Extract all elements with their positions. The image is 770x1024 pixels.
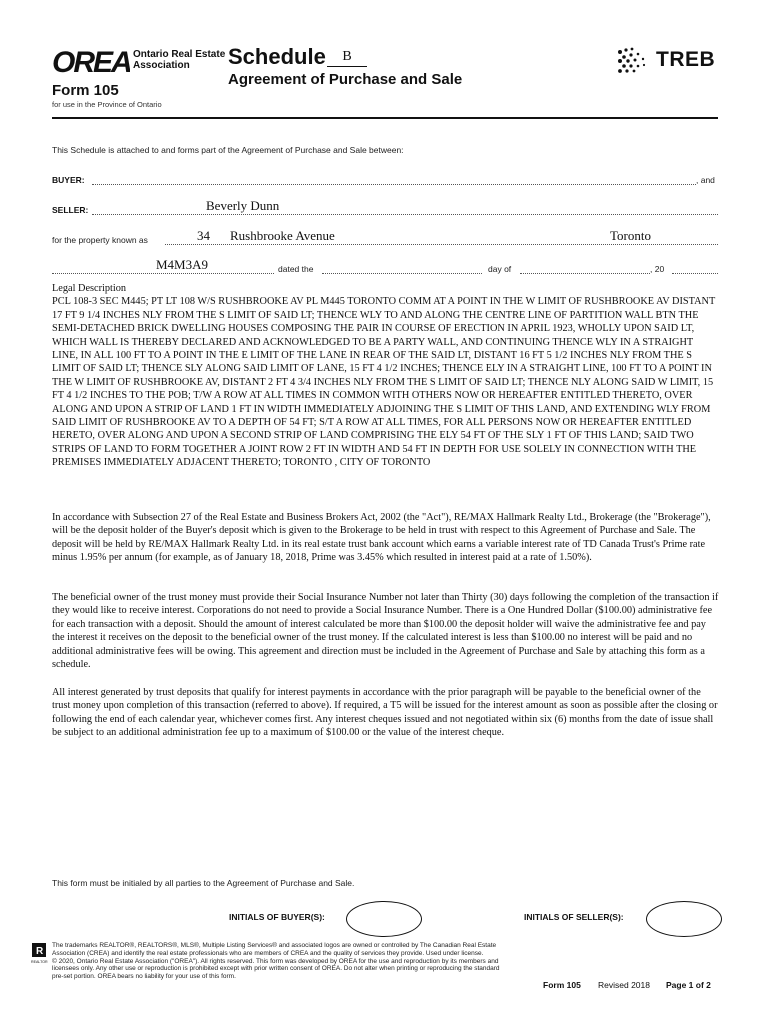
postal-code-field[interactable]	[52, 273, 274, 274]
initial-note: This form must be initialed by all parties to the Agreement of Purchase and Sale.	[52, 878, 355, 888]
seller-initials-box[interactable]	[646, 901, 722, 937]
trademark-notice	[52, 942, 502, 981]
intro-text: This Schedule is attached to and forms part of the Agreement of Purchase and Sale between:	[52, 145, 404, 155]
month-field[interactable]	[520, 273, 650, 274]
form-subtitle: for use in the Province of Ontario	[52, 100, 162, 109]
org-name-line2: Association	[133, 60, 190, 71]
postal-code-value: M4M3A9	[156, 257, 209, 272]
year-field[interactable]	[672, 273, 718, 274]
street-name: Rushbrooke Avenue	[230, 228, 335, 243]
seller-field[interactable]	[92, 214, 718, 215]
seller-value: Beverly Dunn	[206, 198, 280, 213]
legal-description	[52, 282, 720, 470]
buyer-suffix: , and	[696, 175, 715, 185]
footer-revised: Revised 2018	[598, 980, 650, 990]
treb-logo-text: TREB	[656, 48, 716, 71]
header-divider	[52, 117, 718, 119]
buyer-label: BUYER:	[52, 175, 85, 185]
orea-logo-text: OREA	[52, 46, 130, 78]
seller-initials-label: INITIALS OF SELLER(S):	[524, 912, 624, 922]
org-name-line1: Ontario Real Estate	[133, 49, 226, 60]
deposit-paragraph: In accordance with Subsection 27 of the Real Estate and Business Brokers Act, 2002 (the "Act"), RE/MAX Hallmark Realty Ltd., Brokerage (the "Brokerage"), will be the deposit holder of the Buyer's deposit which is given to the Brokerage to be held in trust with respect to this Agreement of Purchase and Sale. The deposit will be held by RE/MAX Hallmark Realty Ltd. in its real estate trust bank account which earns a variable interest rate of TD Canada Trust's Prime rate minus 1.95% per annum (for example, as of January 18, 2018, Prime was 3.45% which resulted in interest paid at a rate of 1.50%).	[52, 512, 711, 564]
realtor-logo	[31, 942, 49, 964]
svg-text:R: R	[36, 946, 44, 957]
buyer-field[interactable]	[92, 184, 696, 185]
city-value: Toronto	[610, 228, 651, 243]
seller-label: SELLER:	[52, 205, 89, 215]
dated-field[interactable]	[322, 273, 482, 274]
trademark-text: The trademarks REALTOR®, REALTORS®, MLS®, Multiple Listing Services® and associated logos are owned or controlled by The Canadian Real Estate Association (CREA) and identify the real estate professionals who are members of CREA and the quality of services they provide. Used under license.	[52, 942, 497, 957]
footer-form-number: Form 105	[543, 980, 581, 990]
day-label: day of	[488, 264, 512, 274]
form-number: Form 105	[52, 82, 119, 99]
buyer-initials-label: INITIALS OF BUYER(S):	[229, 912, 325, 922]
treb-dots-icon	[616, 46, 652, 74]
year-label: , 20	[650, 264, 665, 274]
svg-text:REALTOR: REALTOR	[31, 960, 48, 964]
schedule-letter-field[interactable]: B	[327, 48, 367, 67]
legal-heading: Legal Description	[52, 283, 127, 294]
org-name	[133, 49, 225, 71]
orea-logo	[52, 44, 130, 78]
agreement-title: Agreement of Purchase and Sale	[228, 71, 463, 88]
property-field[interactable]	[165, 244, 718, 245]
footer-page-number: Page 1 of 2	[666, 980, 711, 990]
property-label: for the property known as	[52, 235, 148, 245]
legal-text: PCL 108-3 SEC M445; PT LT 108 W/S RUSHBROOKE AV PL M445 TORONTO COMM AT A POINT IN THE W LIMIT OF RUSHBROOKE AV DISTANT 17 FT 9 1/4 INCHES NLY FROM THE S LIMIT OF SAID LT; THENCE WLY TO AND ALONG THE CENTRE LINE OF PARTITION WALL BTN THE SEMI-DETACHED BRICK DWELLING HOUSES COMPOSING THE PAIR IN COURSE OF ERECTION IN APRIL 1923, WHOLLY UPON SAID LT, WHICH WALL IS THEREBY DECLARED AND ACKNOWLEDGED TO BE A PARTY WALL, AND CONTINUING THENCE WLY IN A STRAIGHT LINE, IN ALL 100 FT TO A POINT IN THE E LIMIT OF THE LANE IN REAR OF THE SAID LT, DISTANT 16 FT 5 1/2 INCHES NLY FROM THE S LIMIT OF SAID LT; THENCE SLY ALONG SAID LIMIT OF LANE, 15 FT 4 1/2 INCHES; THENCE ELY IN A STRAIGHT LINE, 100 FT TO A POINT IN THE W LIMIT OF RUSHBROOKE AV, DISTANT 2 FT 4 3/4 INCHES NLY FROM THE S LIMIT OF SAID LT; THENCE NLY ALONG SAID W LIMIT, 15 FT 4 1/2 INCHES TO THE POB; T/W A ROW AT ALL TIMES IN COMMON WITH OTHERS NOW OR HEREAFTER ENTITLED THERETO, OVER ALONG AND UPON A STRIP OF LAND 1 FT IN WIDTH IMMEDIATELY ADJOINING THE S LIMIT OF THIS LAND, AND EXTENDING WLY FROM SAID LIMIT OF RUSHBROOKE AV TO A DEPTH OF 54 FT; S/T A ROW AT ALL TIMES, FOR ALL PERSONS NOW OR HEREAFTER ENTITLED HERETO, OVER ALONG AND UPON A SECOND STRIP OF LAND COMPRISING THE ELY 54 FT OF THE SLY 1 FT OF THIS LAND; SAID TWO STRIPS OF LAND TO FORM TOGETHER A JOINT ROW 2 FT IN WIDTH AND 54 FT IN DEPTH FOR USE SOLELY IN CONNECTION WITH THE PREMISES IMMEDIATELY ADJACENT THERETO; TORONTO , CITY OF TORONTO	[52, 296, 716, 469]
copyright-text: © 2020, Ontario Real Estate Association ("OREA"). All rights reserved. This form was developed by OREA for the use and reproduction by its members and licensees only. Any other use or reproduction is prohibited except with prior written consent of OREA. Do not alter when printing or reproducing the standard pre-set portion. OREA bears no liability for your use of this form.	[52, 957, 500, 981]
sin-paragraph: The beneficial owner of the trust money must provide their Social Insurance Number not later than Thirty (30) days following the completion of the transaction if they would like to receive interest. Corporations do not need to provide a Social Insurance Number. There is a One Hundred Dollar ($100.00) administrative fee for each transaction with a deposit. Should the amount of interest calculated be more than $100.00 the deposit holder will waive the administrative fee and pay the interest it receives on the deposit to the beneficial owner of the trust money. If the calculated interest is less than $100.00 no interest will be paid and no additional administrative fees will be owing. This agreement and direction must be included in the Agreement of Purchase and Sale by attaching this form as a schedule.	[52, 592, 719, 671]
street-number: 34	[197, 228, 210, 243]
dated-label: dated the	[278, 264, 314, 274]
schedule-title: Schedule	[228, 44, 326, 69]
interest-paragraph: All interest generated by trust deposits that qualify for interest payments in accordance with the prior paragraph will be payable to the beneficial owner of the trust money upon completion of this transaction (referred to above). If required, a T5 will be issued for the interest amount as soon as possible after the closing or following the end of each calendar year, whichever comes first. Any interest cheques issued and not negotiated within six (6) months from the date of issue shall be subject to an additional administration fee up to a maximum of $100.00 or the value of the interest cheque.	[52, 687, 718, 739]
buyer-initials-box[interactable]	[346, 901, 422, 937]
